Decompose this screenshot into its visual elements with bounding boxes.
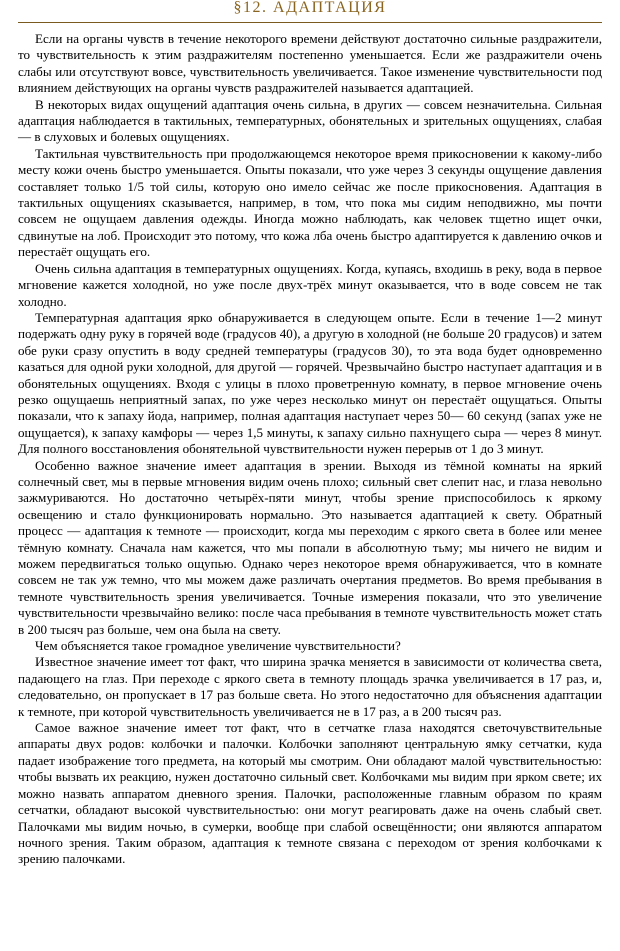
body-text — [18, 31, 602, 868]
paragraph-2: В некоторых видах ощущений адаптация очень сильна, в других — совсем незначительна. Сильная адаптация наблюдается в тактильных, температурных, обонятельных и зрительных ощущениях, слабая — в слуховых и болевых ощущениях. — [18, 96, 602, 145]
section-title: §12. АДАПТАЦИЯ — [233, 0, 387, 16]
paragraph-3: Тактильная чувствительность при продолжающемся некоторое время прикосновении к какому-либо месту кожи очень быстро уменьшается. Опыты показали, что уже через 3 секунды ощущение давления составляет только 1/5 той силы, которую оно имело сейчас же после прикосновения. Адаптация в тактильных ощущениях сказывается, например, в том, что пока мы сидим неподвижно, мы почти совсем не ощущаем давления одежды. Иногда можно наблюдать, как человек тщетно ищет очки, сдвинутые на лоб. Происходит это потому, что кожа лба очень быстро адаптируется к давлению очков и перестаёт ощущать его. — [18, 145, 602, 260]
paragraph-9: Самое важное значение имеет тот факт, что в сетчатке глаза находятся светочувствительные аппараты двух родов: колбочки и палочки. Колбочки заполняют центральную ямку сетчатки, куда падает изображение того предмета, на который мы смотрим. Они обладают малой чувствительностью: чтобы вызвать их реакцию, нужен достаточно сильный свет. Колбочками мы видим при ярком свете; их можно назвать аппаратом дневного зрения. Палочки, расположенные главным образом по краям сетчатки, обладают высокой чувствительностью: они могут реагировать даже на очень слабый свет. Палочками мы видим ночью, в сумерки, вообще при слабой освещённости; они являются аппаратом ночного зрения. Таким образом, адаптация к темноте связана с переходом от зрения колбочками к зрению палочками. — [18, 720, 602, 867]
paragraph-8: Известное значение имеет тот факт, что ширина зрачка меняется в зависимости от количества света, падающего на глаз. При переходе с яркого света в темноту площадь зрачка увеличивается в 17 раз, и, следовательно, он пропускает в 17 раз больше света. Но этого недостаточно для объяснения адаптации к темноте, при которой чувствительность увеличивается не в 17 раз, а в 200 тысяч раз. — [18, 654, 602, 719]
section-header — [18, 0, 602, 23]
paragraph-4: Очень сильна адаптация в температурных ощущениях. Когда, купаясь, входишь в реку, вода в первое мгновение кажется холодной, но уже после двух-трёх минут оказывается, что в воде совсем не так холодно. — [18, 260, 602, 309]
paragraph-7: Чем объясняется такое громадное увеличение чувствительности? — [35, 638, 401, 654]
paragraph-6: Особенно важное значение имеет адаптация в зрении. Выходя из тёмной комнаты на яркий солнечный свет, мы в первые мгновения видим очень плохо; сильный свет слепит нас, и глаза невольно зажмуриваются. Но достаточно четырёх-пяти минут, чтобы зрение приспособилось к яркому освещению и стало функционировать нормально. Это называется адаптацией к свету. Обратный процесс — адаптация к темноте — происходит, когда мы переходим с яркого света в более или менее тёмную комнату. Сначала нам кажется, что мы попали в абсолютную тьму; мы ничего не видим и можем передвигаться только ощупью. Однако через некоторое время обнаруживается, что в комнате совсем не так уж темно, что мы можем даже различать очертания предметов. Во время пребывания в темноте чувствительность зрения увеличивается. Точные измерения показали, что это увеличение чувствительности чрезвычайно велико: после часа пребывания в темноте чувствительность может стать в 200 тысяч раз больше, чем она была на свету. — [18, 457, 602, 637]
paragraph-5: Температурная адаптация ярко обнаруживается в следующем опыте. Если в течение 1—2 минут подержать одну руку в горячей воде (градусов 40), а другую в холодной (не больше 20 градусов) и затем обе руки сразу опустить в воду средней температуры (градусов 30), то эта вода будет одновременно казаться для одной руки холодной, для другой — горячей. Чрезвычайно быстро наступает адаптация и в обонятельных ощущениях. Входя с улицы в плохо проветренную комнату, в первое мгновение очень резко ощущаешь неприятный запах, по уже через несколько минут он перестаёт ощущаться. Опыты показали, что к запаху йода, например, полная адаптация наступает через 50— 60 секунд (запах уже не ощущается), к запаху камфоры — через 1,5 минуты, к запаху сильно пахнущего сыра — через 8 минут. Для полного восстановления обонятельной чувствительности нужен перерыв от 1 до 3 минут. — [18, 309, 602, 457]
paragraph-1: Если на органы чувств в течение некоторого времени действуют достаточно сильные раздражители, то чувствительность к этим раздражителям постепенно уменьшается. Если же раздражители очень слабы или отсутствуют вовсе, чувствительность увеличивается. Такое изменение чувствительности под влиянием действующих на органы чувств раздражителей называется адаптацией. — [18, 31, 602, 96]
